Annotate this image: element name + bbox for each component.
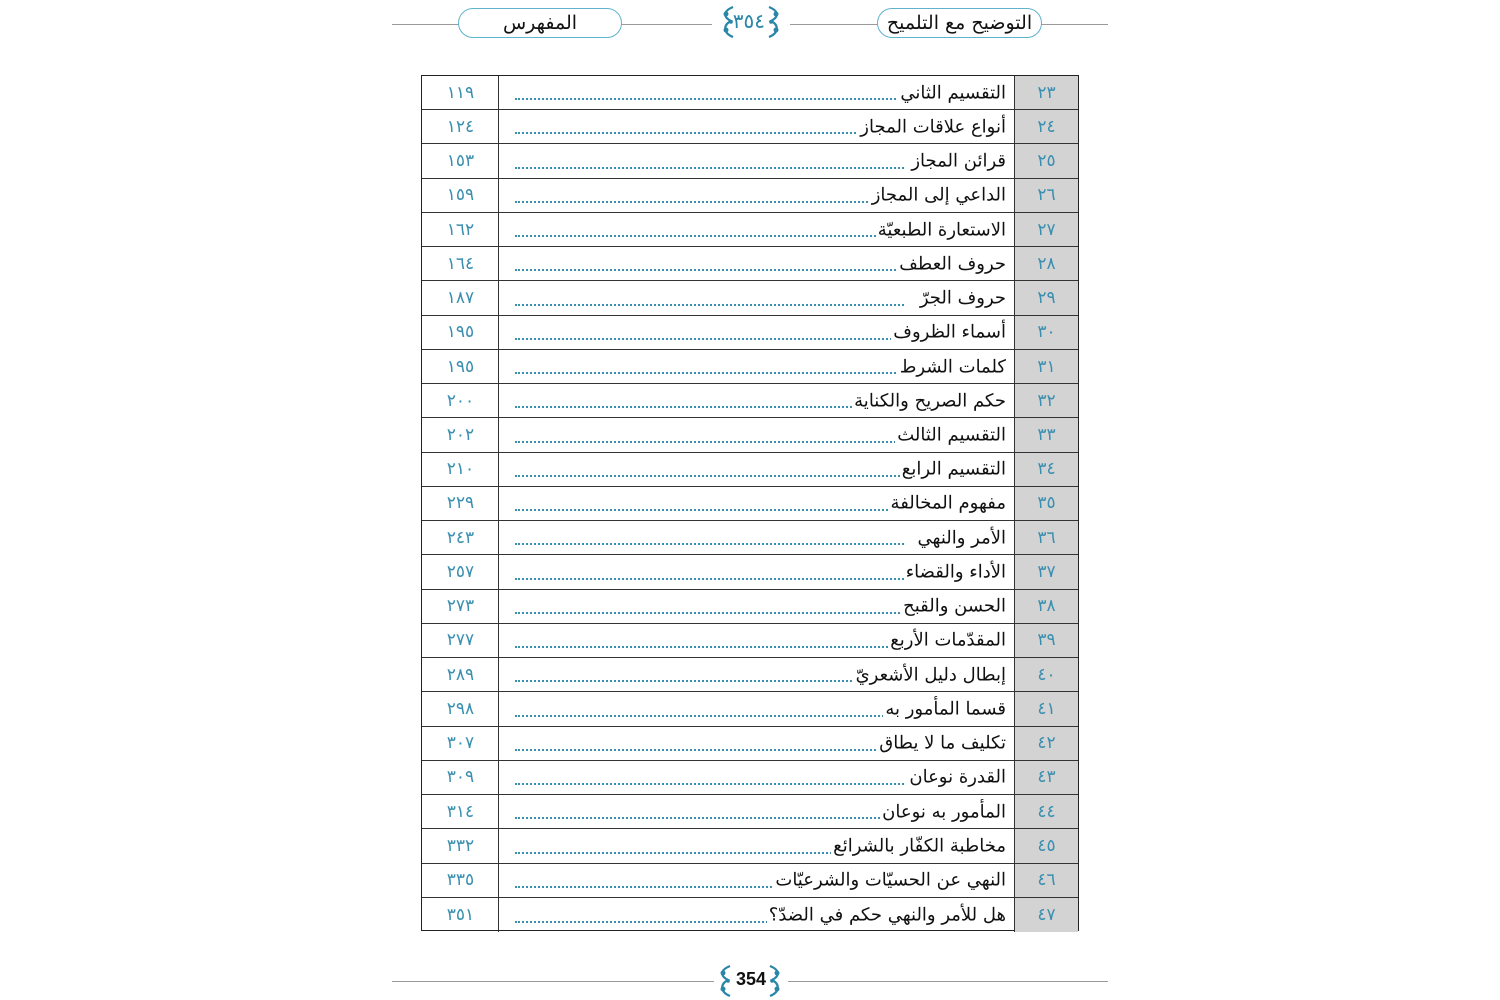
table-of-contents: [421, 75, 1079, 931]
dot-leader: [515, 783, 904, 785]
entry-title-cell: [498, 487, 1014, 520]
table-row: [422, 692, 1078, 726]
entry-page-number: ١٥٩: [446, 185, 475, 206]
entry-number: ٢٣: [1014, 76, 1078, 109]
entry-page-number: ١٥٣: [446, 151, 475, 172]
entry-number: ٣٥: [1014, 487, 1078, 520]
entry-number: ٤٢: [1014, 727, 1078, 760]
table-row: [422, 350, 1078, 384]
entry-title: الأداء والقضاء: [905, 561, 1006, 583]
table-row: [422, 247, 1078, 281]
table-row: [422, 76, 1078, 110]
dot-leader: [515, 201, 904, 203]
entry-title-cell: [498, 692, 1014, 725]
entry-page-number: ٢٧٧: [446, 630, 475, 651]
entry-title: حروف الجرّ: [919, 287, 1006, 309]
entry-title: المقدّمات الأربع: [890, 629, 1006, 651]
dot-leader: [515, 167, 904, 169]
entry-number: ٢٥: [1014, 144, 1078, 177]
entry-title-cell: [498, 727, 1014, 760]
entry-title-cell: [498, 144, 1014, 177]
footer-rule-left: [392, 981, 714, 982]
entry-title: قسما المأمور به: [885, 698, 1006, 720]
dot-leader: [515, 646, 904, 648]
entry-title: مخاطبة الكفّار بالشرائع: [833, 835, 1006, 857]
table-row: [422, 590, 1078, 624]
dot-leader: [515, 715, 904, 717]
entry-title: هل للأمر والنهي حكم في الضدّ؟: [768, 904, 1006, 926]
entry-page-number: ١٨٧: [446, 288, 475, 309]
entry-title: حروف العطف: [899, 253, 1006, 275]
dot-leader: [515, 680, 904, 682]
dot-leader: [515, 304, 904, 306]
table-row: [422, 316, 1078, 350]
entry-title-cell: [498, 658, 1014, 691]
entry-number: ٣٩: [1014, 624, 1078, 657]
entry-number: ٢٤: [1014, 110, 1078, 143]
header-book-title: التوضيح مع التلميح: [877, 8, 1042, 38]
entry-title: الأمر والنهي: [917, 527, 1006, 549]
entry-number: ٤٧: [1014, 898, 1078, 932]
entry-title-cell: [498, 384, 1014, 417]
entry-number: ٣١: [1014, 350, 1078, 383]
table-row: [422, 144, 1078, 178]
entry-number: ٤٠: [1014, 658, 1078, 691]
dot-leader: [515, 235, 904, 237]
ornament-icon: [716, 964, 732, 998]
entry-number: ٣٣: [1014, 418, 1078, 451]
table-row: [422, 179, 1078, 213]
dot-leader: [515, 338, 904, 340]
entry-title-cell: [498, 898, 1014, 932]
entry-title-cell: [498, 179, 1014, 212]
entry-number: ٣٨: [1014, 590, 1078, 623]
entry-number: ٢٩: [1014, 281, 1078, 314]
entry-title-cell: [498, 555, 1014, 588]
entry-title: الداعي إلى المجاز: [871, 184, 1006, 206]
table-row: [422, 829, 1078, 863]
entry-page-number: ١٢٤: [446, 116, 475, 137]
entry-title-cell: [498, 829, 1014, 862]
entry-page-number: ٣٣٥: [446, 870, 475, 891]
entry-page-number: ٢٠٠: [446, 390, 475, 411]
entry-title-cell: [498, 795, 1014, 828]
table-row: [422, 555, 1078, 589]
entry-title: قرائن المجاز: [911, 150, 1006, 172]
footer-rule-right: [788, 981, 1108, 982]
entry-number: ٣٦: [1014, 521, 1078, 554]
entry-page-number: ٢١٠: [446, 459, 475, 480]
entry-title: التقسيم الرابع: [901, 458, 1006, 480]
table-row: [422, 281, 1078, 315]
entry-number: ٤٤: [1014, 795, 1078, 828]
entry-title: أنواع علاقات المجاز: [860, 116, 1006, 138]
entry-title-cell: [498, 624, 1014, 657]
dot-leader: [515, 406, 904, 408]
entry-page-number: ١٩٥: [446, 356, 475, 377]
entry-title: إبطال دليل الأشعريّ: [855, 664, 1006, 686]
entry-page-number: ١٦٢: [446, 219, 475, 240]
dot-leader: [515, 132, 904, 134]
dot-leader: [515, 509, 904, 511]
header-section-title: المفهرس: [458, 8, 622, 38]
entry-page-number: ١٦٤: [446, 253, 475, 274]
entry-title-cell: [498, 316, 1014, 349]
entry-title: مفهوم المخالفة: [890, 492, 1006, 514]
entry-title-cell: [498, 521, 1014, 554]
table-row: [422, 727, 1078, 761]
entry-page-number: ٢٩٨: [446, 698, 475, 719]
entry-title-cell: [498, 350, 1014, 383]
entry-number: ٤٦: [1014, 864, 1078, 897]
entry-title: كلمات الشرط: [899, 356, 1006, 378]
entry-number: ٣٧: [1014, 555, 1078, 588]
entry-title-cell: [498, 453, 1014, 486]
table-row: [422, 864, 1078, 898]
table-row: [422, 795, 1078, 829]
entry-title-cell: [498, 761, 1014, 794]
entry-page-number: ٣٣٢: [446, 835, 475, 856]
entry-number: ٣٤: [1014, 453, 1078, 486]
dot-leader: [515, 578, 904, 580]
entry-title-cell: [498, 281, 1014, 314]
entry-number: ٤٥: [1014, 829, 1078, 862]
table-row: [422, 453, 1078, 487]
entry-number: ٣٢: [1014, 384, 1078, 417]
entry-title-cell: [498, 213, 1014, 246]
entry-title-cell: [498, 418, 1014, 451]
entry-title: التقسيم الثاني: [900, 82, 1006, 104]
dot-leader: [515, 543, 904, 545]
table-row: [422, 110, 1078, 144]
dot-leader: [515, 612, 904, 614]
table-row: [422, 658, 1078, 692]
dot-leader: [515, 475, 904, 477]
entry-page-number: ١١٩: [446, 82, 475, 103]
entry-page-number: ٣٥١: [446, 904, 475, 925]
header-page-number: ٣٥٤: [732, 9, 765, 33]
dot-leader: [515, 817, 904, 819]
entry-page-number: ١٩٥: [446, 322, 475, 343]
entry-title: القدرة نوعان: [909, 766, 1006, 788]
entry-title-cell: [498, 590, 1014, 623]
entry-title: أسماء الظروف: [893, 321, 1006, 343]
entry-title: الاستعارة الطبعيّة: [877, 219, 1006, 241]
table-row: [422, 418, 1078, 452]
entry-page-number: ٢٠٢: [446, 425, 475, 445]
dot-leader: [515, 749, 904, 751]
entry-page-number: ٣٠٩: [446, 767, 475, 788]
ornament-icon: [768, 964, 784, 998]
dot-leader: [515, 372, 904, 374]
entry-number: ٢٧: [1014, 213, 1078, 246]
entry-title-cell: [498, 76, 1014, 109]
entry-page-number: ٢٨٩: [446, 664, 475, 685]
entry-page-number: ٣٠٧: [446, 733, 475, 754]
entry-number: ٣٠: [1014, 316, 1078, 349]
entry-number: ٢٨: [1014, 247, 1078, 280]
entry-title-cell: [498, 247, 1014, 280]
ornament-icon: [767, 5, 783, 39]
entry-number: ٢٦: [1014, 179, 1078, 212]
entry-title-cell: [498, 110, 1014, 143]
table-row: [422, 213, 1078, 247]
footer-page-number: 354: [735, 969, 767, 989]
entry-page-number: ٢٤٣: [446, 527, 475, 548]
dot-leader: [515, 98, 904, 100]
entry-page-number: ٢٥٧: [446, 561, 475, 582]
table-row: [422, 898, 1078, 932]
table-row: [422, 487, 1078, 521]
entry-title: التقسيم الثالث: [897, 424, 1006, 446]
entry-title: المأمور به نوعان: [882, 801, 1006, 823]
entry-page-number: ٢٢٩: [446, 493, 475, 514]
entry-page-number: ٣١٤: [446, 801, 475, 822]
entry-title: النهي عن الحسيّات والشرعيّات: [775, 869, 1006, 891]
table-row: [422, 624, 1078, 658]
entry-number: ٤١: [1014, 692, 1078, 725]
dot-leader: [515, 269, 904, 271]
dot-leader: [515, 441, 904, 443]
table-row: [422, 761, 1078, 795]
entry-page-number: ٢٧٣: [446, 596, 475, 617]
entry-title-cell: [498, 864, 1014, 897]
entry-title: تكليف ما لا يطاق: [879, 732, 1006, 754]
entry-title: حكم الصريح والكناية: [854, 390, 1006, 412]
entry-title: الحسن والقبح: [903, 595, 1006, 617]
entry-number: ٤٣: [1014, 761, 1078, 794]
table-row: [422, 384, 1078, 418]
table-row: [422, 521, 1078, 555]
